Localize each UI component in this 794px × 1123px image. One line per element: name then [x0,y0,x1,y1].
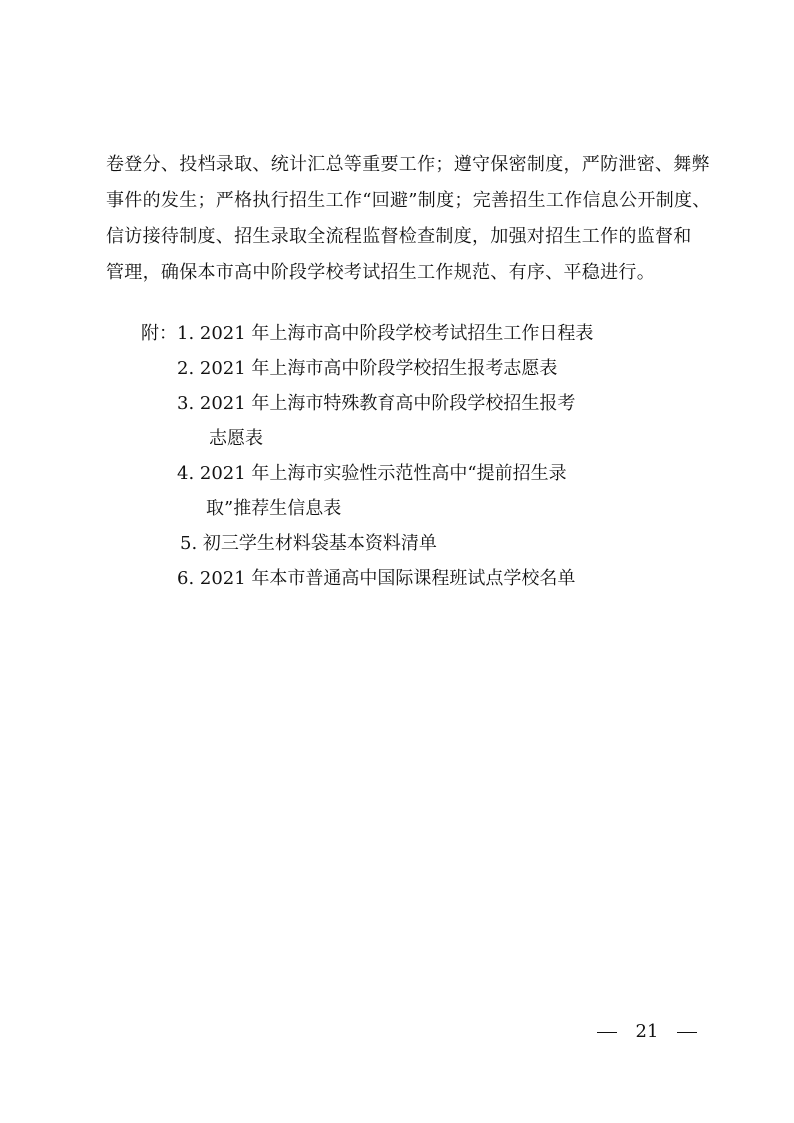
body-paragraph [106,147,711,291]
footer-dash-left [597,1032,617,1033]
attachment-item: 2. 2021 年上海市高中阶段学校招生报考志愿表 [177,358,558,379]
attachment-item: 3. 2021 年上海市特殊教育高中阶段学校招生报考 [177,393,576,414]
footer-dash-right [677,1032,697,1033]
paragraph-line: 信访接待制度、招生录取全流程监督检查制度，加强对招生工作的监督和 [106,226,692,247]
attachment-item-continuation: 取”推荐生信息表 [206,498,342,519]
page-number: 21 [635,1021,659,1042]
paragraph-line: 事件的发生；严格执行招生工作“回避”制度；完善招生工作信息公开制度、 [106,190,711,211]
attachment-item: 1. 2021 年上海市高中阶段学校考试招生工作日程表 [177,323,594,344]
paragraph-line: 卷登分、投档录取、统计汇总等重要工作；遵守保密制度，严防泄密、舞弊 [106,154,710,175]
attachment-item-continuation: 志愿表 [209,428,263,449]
attachment-prefix: 附： [141,323,177,344]
attachment-item: 4. 2021 年上海市实验性示范性高中“提前招生录 [177,463,567,484]
attachment-item: 6. 2021 年本市普通高中国际课程班试点学校名单 [177,568,576,589]
paragraph-line: 管理，确保本市高中阶段学校考试招生工作规范、有序、平稳进行。 [106,262,655,283]
page-footer [597,1018,697,1046]
attachment-item: 5. 初三学生材料袋基本资料清单 [180,533,437,554]
